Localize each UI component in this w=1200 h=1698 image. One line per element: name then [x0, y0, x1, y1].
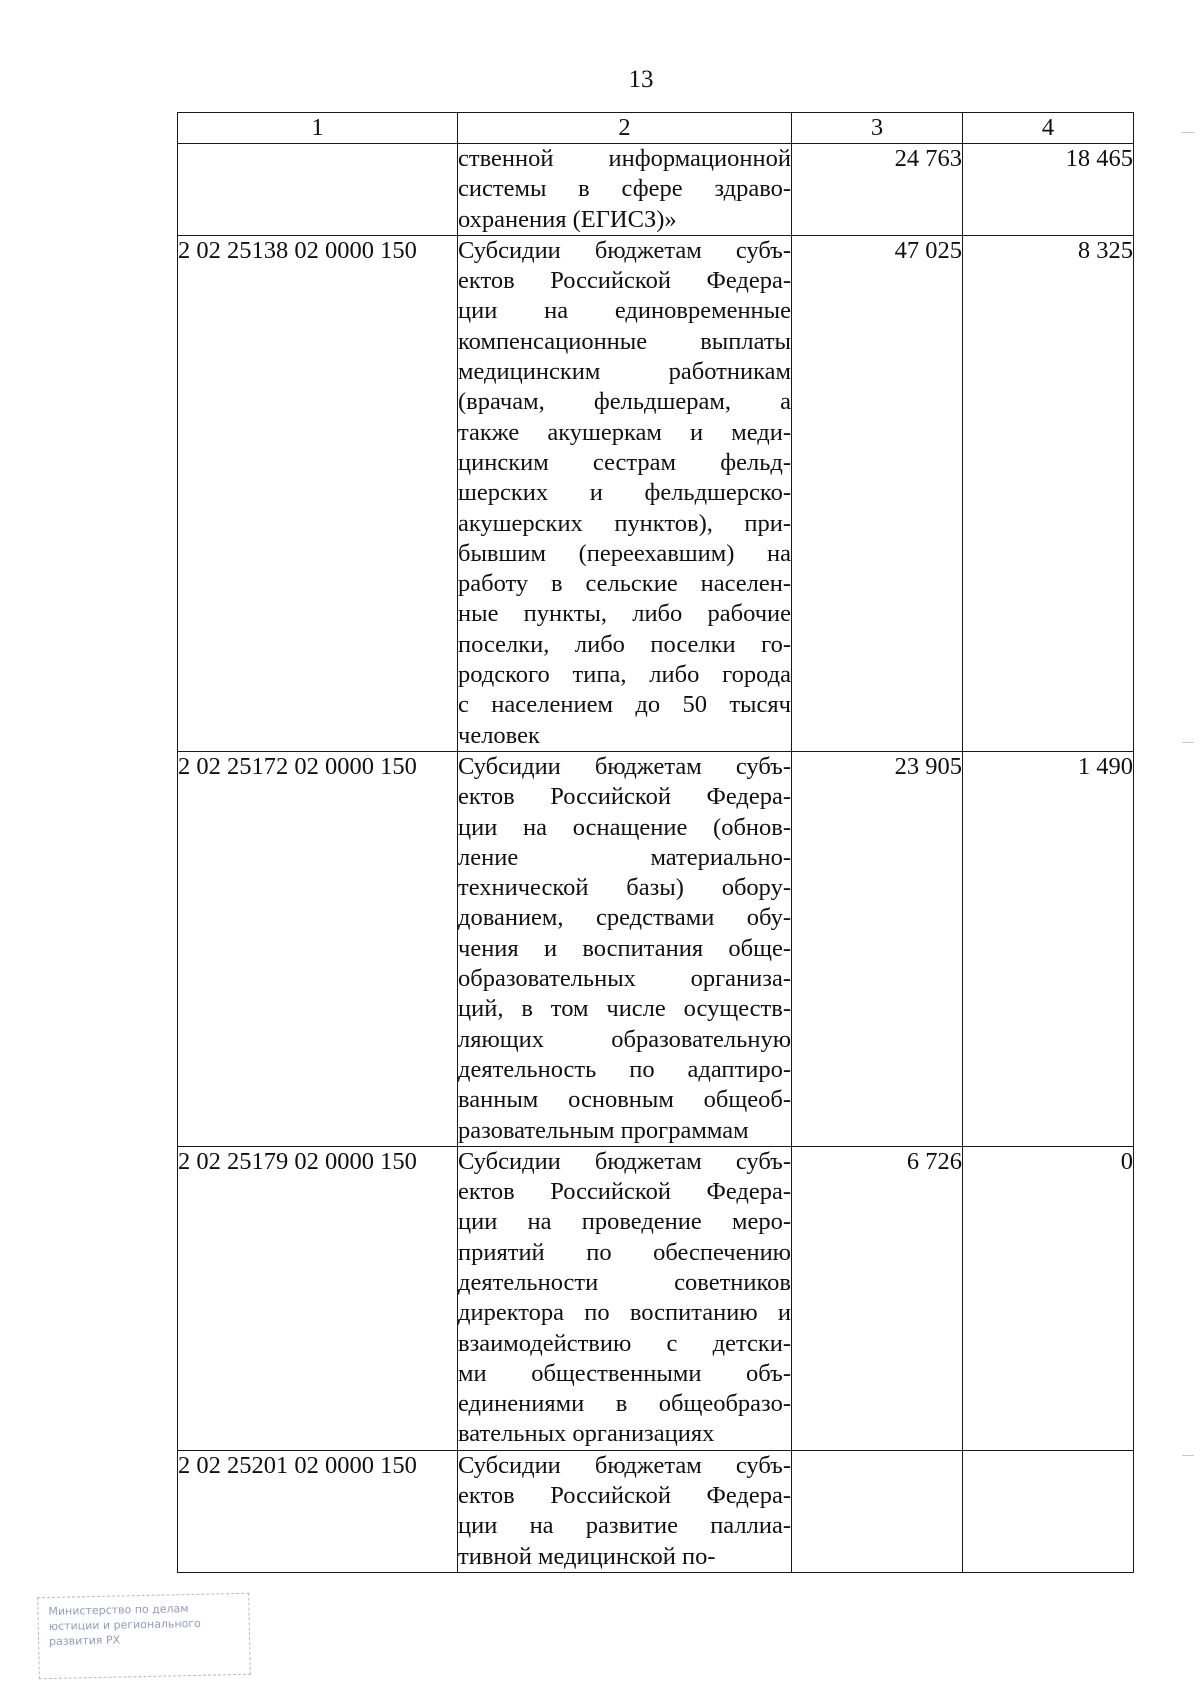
- description-line: Субсидии бюджетам субъ-: [458, 752, 791, 780]
- table-row: [178, 144, 1134, 236]
- table-row: [178, 1146, 1134, 1450]
- description-line: ление материально-: [458, 843, 791, 871]
- amount-column-3: 24 763: [792, 144, 963, 236]
- description-line: образовательных организа-: [458, 965, 791, 993]
- description-line: взаимодействию с детски-: [458, 1329, 791, 1357]
- amount-column-4: 0: [963, 1146, 1134, 1450]
- column-header-3: 3: [792, 113, 963, 144]
- description-line: (врачам, фельдшерам, а: [458, 388, 791, 416]
- description-line: ектов Российской Федера-: [458, 267, 791, 295]
- description-line: родского типа, либо города: [458, 661, 791, 689]
- description-line: директора по воспитанию и: [458, 1299, 791, 1327]
- description-line: ванным основным общеоб-: [458, 1086, 791, 1114]
- amount-column-4: [963, 1450, 1134, 1572]
- description-line: ектов Российской Федера-: [458, 1482, 791, 1510]
- registration-stamp: [37, 1593, 251, 1679]
- scan-edge-mark: [1182, 132, 1194, 133]
- table-row: [178, 751, 1134, 1146]
- description-line: Субсидии бюджетам субъ-: [458, 1147, 791, 1175]
- description-line: с населением до 50 тысяч: [458, 691, 791, 719]
- revenue-description: [458, 751, 792, 1146]
- revenue-code: 2 02 25179 02 0000 150: [178, 1146, 458, 1450]
- table-row: [178, 1450, 1134, 1572]
- revenue-code: 2 02 25138 02 0000 150: [178, 235, 458, 751]
- description-line: ций, в том числе осуществ-: [458, 995, 791, 1023]
- description-line: бывшим (переехавшим) на: [458, 539, 791, 567]
- description-line: компенсационные выплаты: [458, 327, 791, 355]
- description-line: разовательным программам: [458, 1116, 749, 1144]
- amount-column-4: 18 465: [963, 144, 1134, 236]
- description-line: акушерских пунктов), при-: [458, 509, 791, 537]
- description-line: деятельность по адаптиро-: [458, 1055, 791, 1083]
- description-line: системы в сфере здраво-: [458, 175, 791, 203]
- description-line: Субсидии бюджетам субъ-: [458, 1451, 791, 1479]
- column-header-2: 2: [458, 113, 792, 144]
- description-line: ции на проведение меро-: [458, 1208, 791, 1236]
- description-line: ции на развитие паллиа-: [458, 1512, 791, 1540]
- stamp-line: развития РХ: [48, 1633, 121, 1648]
- description-line: ные пункты, либо рабочие: [458, 600, 791, 628]
- column-header-1: 1: [178, 113, 458, 144]
- description-line: чения и воспитания обще-: [458, 934, 791, 962]
- revenue-description: [458, 1450, 792, 1572]
- description-line: человек: [458, 721, 540, 749]
- description-line: также акушеркам и меди-: [458, 418, 791, 446]
- description-line: охранения (ЕГИСЗ)»: [458, 205, 677, 233]
- description-line: единениями в общеобразо-: [458, 1390, 791, 1418]
- amount-column-3: 47 025: [792, 235, 963, 751]
- description-line: ственной информационной: [458, 145, 791, 172]
- column-header-4: 4: [963, 113, 1134, 144]
- amount-column-3: [792, 1450, 963, 1572]
- description-line: поселки, либо поселки го-: [458, 630, 791, 658]
- stamp-line: Министерство по делам: [48, 1602, 189, 1618]
- amount-column-3: 23 905: [792, 751, 963, 1146]
- revenue-code: 2 02 25201 02 0000 150: [178, 1450, 458, 1572]
- scan-edge-mark: [1182, 1455, 1194, 1456]
- amount-column-4: 1 490: [963, 751, 1134, 1146]
- description-line: деятельности советников: [458, 1268, 791, 1296]
- amount-column-4: 8 325: [963, 235, 1134, 751]
- table-body: [178, 144, 1134, 1573]
- stamp-line: юстиции и регионального: [48, 1616, 201, 1633]
- description-line: ции на единовременные: [458, 297, 791, 325]
- revenue-description: [458, 235, 792, 751]
- page-number: 13: [628, 66, 654, 93]
- description-line: дованием, средствами обу-: [458, 904, 791, 932]
- budget-table: [177, 112, 1134, 1573]
- description-line: приятий по обеспечению: [458, 1238, 791, 1266]
- revenue-description: [458, 144, 792, 236]
- table-header-row: [178, 113, 1134, 144]
- description-line: вательных организациях: [458, 1420, 715, 1448]
- description-line: ми общественными объ-: [458, 1359, 791, 1387]
- revenue-description: [458, 1146, 792, 1450]
- scan-edge-mark: [1182, 742, 1194, 743]
- description-line: тивной медицинской по-: [458, 1542, 716, 1570]
- revenue-code: [178, 144, 458, 236]
- description-line: ектов Российской Федера-: [458, 783, 791, 811]
- description-line: Субсидии бюджетам субъ-: [458, 236, 791, 264]
- amount-column-3: 6 726: [792, 1146, 963, 1450]
- revenue-code: 2 02 25172 02 0000 150: [178, 751, 458, 1146]
- description-line: шерских и фельдшерско-: [458, 479, 791, 507]
- table-row: [178, 235, 1134, 751]
- description-line: цинским сестрам фельд-: [458, 448, 791, 476]
- description-line: ции на оснащение (обнов-: [458, 813, 791, 841]
- description-line: ектов Российской Федера-: [458, 1178, 791, 1206]
- description-line: работу в сельские населен-: [458, 570, 791, 598]
- description-line: технической базы) обору-: [458, 874, 791, 902]
- description-line: медицинским работникам: [458, 358, 791, 386]
- description-line: ляющих образовательную: [458, 1025, 791, 1053]
